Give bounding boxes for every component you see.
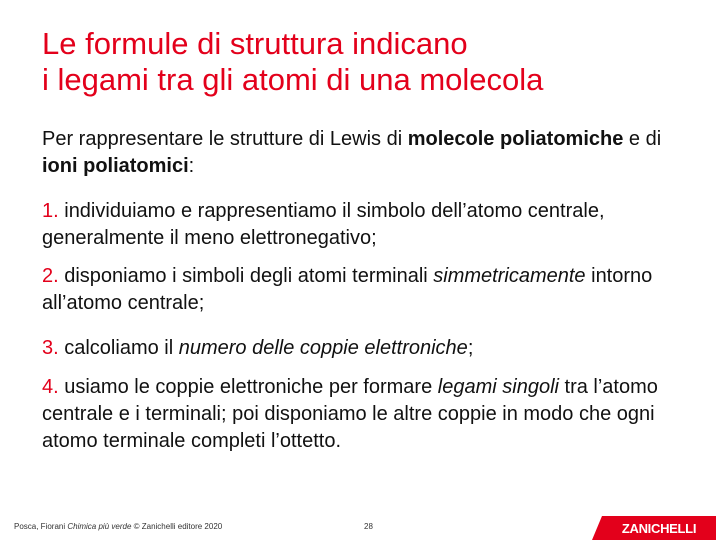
step-1 [42, 198, 702, 252]
step-number: 3. [42, 337, 59, 359]
intro-text: : [188, 155, 195, 177]
intro-text: e di [623, 128, 662, 150]
intro-paragraph [42, 126, 702, 180]
step-text: usiamo le coppie elettroniche per formare [58, 376, 438, 398]
step-number: 2. [42, 265, 59, 287]
step-number: 4. [42, 376, 59, 398]
zanichelli-logo [592, 516, 716, 540]
footer-credits [14, 522, 222, 531]
step-2 [42, 263, 702, 317]
step-3 [42, 335, 702, 362]
step-text: individuiamo e rappresentiamo il simbolo dell’atomo centrale, generalmente il meno elettronegativo; [42, 200, 605, 249]
step-emphasis: numero delle coppie elettroniche [178, 337, 468, 359]
slide-title-line-2: i legami tra gli atomi di una molecola [42, 62, 544, 97]
step-text: calcoliamo il [58, 337, 179, 359]
step-number: 1. [42, 200, 59, 222]
step-4 [42, 374, 702, 455]
step-emphasis: legami singoli [437, 376, 559, 398]
slide-title [42, 26, 543, 98]
intro-bold-ions: ioni poliatomici [42, 155, 189, 177]
step-text: intorno all’atomo centrale; [42, 265, 653, 314]
slide-title-line-1: Le formule di struttura indicano [42, 26, 468, 61]
step-text: ; [467, 337, 474, 359]
footer-publisher: © Zanichelli editore 2020 [131, 522, 223, 531]
page-number: 28 [364, 522, 373, 531]
step-emphasis: simmetricamente [433, 265, 586, 287]
intro-text: Per rappresentare le strutture di Lewis di [42, 128, 408, 150]
footer-book-title: Chimica più verde [67, 522, 132, 531]
svg-text:ZANICHELLI: ZANICHELLI [621, 521, 697, 536]
intro-bold-molecules: molecole poliatomiche [407, 128, 624, 150]
step-text: disponiamo i simboli degli atomi terminali [58, 265, 434, 287]
step-text: tra l’atomo centrale e i terminali; poi disponiamo le altre coppie in modo che ogni atomo terminale completi l’ottetto. [42, 376, 658, 452]
footer-authors: Posca, Fiorani [14, 522, 68, 531]
